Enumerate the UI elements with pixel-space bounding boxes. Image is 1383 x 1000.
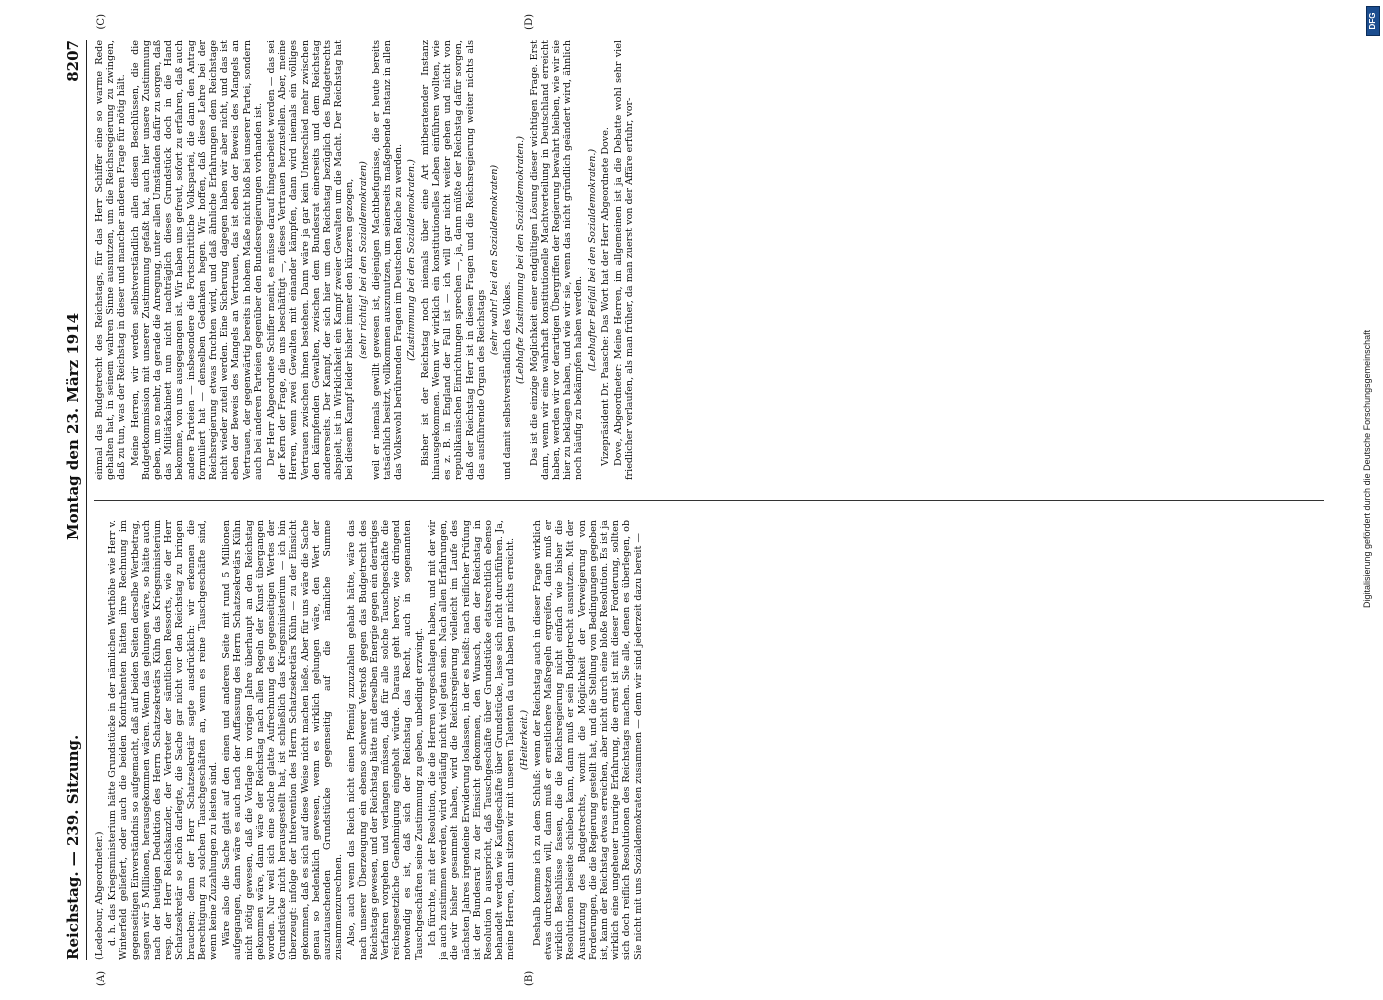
paragraph: Also, auch wenn das Reich nicht einen Pfennig zuzuzahlen gehabt hätte, wäre das nach unserer Überzeugung ein ebenso schwerer Verstoß gegen das Budgetrecht des Reichstags gewesen, und der Reichstag hätte mit derselben Energie gegen ein derartiges Verfahren vorgehen und verlangen müssen, daß für alle solche Tauschgeschäfte die reichsgesetzliche Genehmigung eingeholt würde. Daraus geht hervor, wie dringend notwendig es ist, daß sich der Reichstag das Recht, auch in sogenannten Tauschgeschäften seine Zustimmung zu geben, unbedingt erzwingt. [346,520,425,960]
page-header [60,40,87,960]
interjection: (sehr richtig! bei den Sozialdemokraten) [357,161,369,359]
paragraph: Dove, Abgeordneter: Meine Herren, im allgemeinen ist ja die Debatte wohl sehr viel friedlicher verlaufen, als man früher, da man zuerst von der Affäre erfuhr, vor- [612,40,636,480]
interjection: (Lebhafte Zustimmung bei den Sozialdemokraten.) [515,136,527,384]
header-left: Reichstag. — 239. Sitzung. [64,734,82,960]
dfg-logo-text: DFG [1368,12,1377,30]
column-divider [94,500,1324,501]
funding-note-text: Digitalisierung gefördert durch die Deutsche Forschungsgemeinschaft [1362,329,1372,608]
margin-marker-d: (D) [524,14,535,30]
paragraph: Der Herr Abgeordnete Schiffer meint, es müsse darauf hingearbeitet werden — das sei der Kern der Frage, die uns beschäftigt —, dieses Vertrauen herzustellen. Aber, meine Herren, wenn zwei Gewalten mit einander kämpfen, dann wird niemals ein völliges Vertrauen zwischen ihnen bestehen. Dann wäre ja gar kein Unterschied mehr zwischen den kämpfenden Gewalten, zwischen dem Bundesrat einerseits und dem Reichstag andererseits. Der Kampf, der sich hier um den Reichstag bezüglich des Budgetrechts abspielt, ist in Wirklichkeit ein Kampf zweier Gewalten um die Macht. Der Reichstag hat bei diesem Kampf leider bisher immer den kürzeren gezogen, [266,40,356,480]
paragraph: Vizepräsident Dr. Paasche: Das Wort hat der Herr Abgeordnete Dove. [599,127,611,466]
paragraph: Meine Herren, wir werden selbstverständlich allen diesen Beschlüssen, die die Budgetkommission mit unserer Zustimmung gefaßt hat, auch hier unsere Zustimmung geben, um so mehr, da gerade die Anregung, unter allen Umständen dafür zu sorgen, daß das Militärkabinett nun nicht nachträglich dieses Grundstück doch in die Hand bekomme, von uns ausgegangen ist. Wir haben uns gefreut, sofort zu erfahren, daß auch andere Parteien — insbesondere die Fortschrittliche Volkspartei, die dann den Antrag formuliert hat — denselben Gedanken hegen. Wir hoffen, daß diese Lehre bei der Reichsregierung etwas fruchten wird, und daß ähnliche Erfahrungen dem Reichstage nicht wieder zuteil werden. Eine Sicherung dagegen haben wir aber nicht, und das ist eben der Beweis des Mangels an Vertrauen, das ist eben der Beweis des Mangels an Vertrauen, der gegenwärtig bereits in hohem Maße nicht bloß bei unserer Partei, sondern auch bei anderen Parteien gegenüber den Bundesregierungen vorhanden ist. [129,40,264,480]
paragraph: Bisher ist der Reichstag noch niemals über eine Art mitberatender Instanz hinausgekommen. Wenn wir wirklich ein konstitutionelles Leben einführen wollten, wie es z. B. in England der Fall ist — ich will gar nicht weiter gehen und nicht von republikanischen Einrichtungen sprechen —, ja, dann müßte der Reichstag dafür sorgen, daß der Reichstag Herr ist in diesen Fragen und die Reichsregierung weiter nichts als das ausführende Organ des Reichstags [419,40,487,480]
page-number: 8207 [64,40,82,82]
interjection: (Zustimmung bei den Sozialdemokraten.) [406,159,418,361]
paragraph: Das ist die einzige Möglichkeit einer endgültigen Lösung dieser wichtigen Frage. Erst dann, wenn wir eine wahrhaft konstitutionelle Machtverteilung in Deutschland erreicht haben, werden wir vor derartigen Übergriffen der Regierung bewahrt bleiben, wie wir sie hier zu beklagen haben, und wie wir sie, wenn das nicht gründlich geändert wird, ähnlich noch häufig zu bekämpfen haben werden. [528,40,585,480]
interjection: (Lebhafter Beifall bei den Sozialdemokraten.) [586,148,598,372]
paragraph: und damit selbstverständlich des Volkes. [502,281,514,480]
speaker-heading: (Ledebour, Abgeordneter.) [94,831,105,960]
page-inner [60,14,1330,986]
left-column [94,520,1324,960]
funding-note [1362,8,1378,608]
paragraph: einmal das Budgetrecht des Reichstags, für das Herr Schiffer eine so warme Rede gehalten hat, in seinem wahren Sinne ausnutzen, um die Reichsregierung zu zwingen, daß zu tun, was der Reichstag in dieser und mancher anderen Frage für nötig hält. [94,40,128,480]
paragraph: Ich fürchte, mit der Resolution, die die Herren vorgeschlagen haben, und mit der wir ja auch zustimmen werden, wird vorläufig nicht viel getan sein. Nach allen Erfahrungen, die wir bisher gesammelt haben, wird die Reichsregierung vielleicht im Laufe des nächsten Jahres irgendeine Erwiderung loslassen, in der es heißt: nach reiflicher Prüfung ist der Bundesrat zu der Einsicht gekommen, den Wunsch, den der Reichstag in Resolution b ausspricht, daß Tauschgeschäfte über Grundstücke etatsrechtlich ebenso behandelt werden wie Kaufgeschäfte über Grundstücke, lasse sich nicht durchführen. Ja, meine Herren, dann sitzen wir mit unseren Talenten da und haben gar nichts erreicht. [426,520,517,960]
margin-marker-b: (B) [524,970,535,986]
interjection: (sehr wahr! bei den Sozialdemokraten) [488,164,500,356]
right-column [94,40,1324,480]
margin-marker-c: (C) [96,14,107,30]
text-columns [94,14,1324,986]
paragraph: weil er niemals gewillt gewesen ist, diejenigen Machtbefugnisse, die er heute bereits tatsächlich besitzt, vollkommen auszunutzen, um seinerseits maßgebende Instanz in allen das Volkswohl berührenden Fragen im Deutschen Reiche zu werden. [370,40,405,480]
interjection: (Heiterkeit.) [518,709,530,771]
margin-marker-a: (A) [96,970,107,986]
paragraph: Wäre also die Sache glatt auf den einen und anderen Seite mit rund 5 Millionen aufgegangen, dann wäre es auch nach der Auffassung des Herrn Schatzsekretärs Kühn nicht nötig gewesen, daß die Vorlage im vorigen Jahre überhaupt an den Reichstag gekommen wäre, dann wäre der Reichstag nach allen Regeln der Kunst übergangen worden. Nur weil sich eine solche glatte Aufrechnung des gegenseitigen Wertes der Grundstücke nicht herausgestellt hat, ist schließlich das Kriegsministerium — ich bin überzeugt: infolge der Intervention des Herrn Schatzsekretärs Kühn — zu der Einsicht gekommen, daß es sich auf diese Weise nicht machen ließe. Aber für uns wäre die Sache genau so bedenklich gewesen, wenn es wirklich gelungen wäre, den Wert der auszutauschenden Grundstücke gegenseitig auf die nämliche Summe zusammenzurechnen. [221,520,345,960]
header-date: Montag den 23. März 1914 [64,312,82,540]
paragraph: d. h. das Kriegsministerium hätte Grundstücke in der nämlichen Werthöhe wie Herr v. Winterfeld geliefert, oder auch die beiden Kontrahenten hätten ihre Rechnung im gegenseitigen Einverständnis so aufgemacht, daß auf beiden Seiten derselbe Wertbetrag, sagen wir 5 Millionen, herausgekommen wären. Wenn das gelungen wäre, so hätte auch nach der heutigen Deduktion des Herrn Schatzsekretärs Kühn das Kriegsministerium resp. der Herr Reichskanzler, der Vertreter der sämtlichen Ressorts, wie der Herr Schatzsekretär so schön darlegte, die Sache gar nicht vor den Reichstag zu bringen brauchen; denn der Herr Schatzsekretär sagte ausdrücklich: wir erkennen die Berechtigung zu solchen Tauschgeschäften an, wenn es reine Tauschgeschäfte sind, wenn keine Zuzahlungen zu leisten sind. [107,520,220,960]
paragraph: Deshalb komme ich zu dem Schluß: wenn der Reichstag auch in dieser Frage wirklich etwas durchsetzen will, dann muß er ernstlichere Maßregeln ergreifen, dann muß er wirklich Beschlüsse fassen, die die Reichsregierung nicht einfach wie bisher die Resolutionen beiseite schieben kann, dann muß er sein Budgetrecht ausnutzen. Mit der Ausnutzung des Budgetrechts, womit die Möglichkeit der Verweigerung von Forderungen, die die Regierung gestellt hat, und die Stellung von Bedingungen gegeben ist, kann der Reichstag etwas erreichen, aber nicht durch eine bloße Resolution. Es ist ja wirklich eine ungeheuer traurige Erfahrung, die ernst ist mit dieser Forderung, sollten sich doch reiflich Resolutionen des Reichstags machen. Sie alle, denen es überlegen, ob Sie nicht mit uns Sozialdemokraten zusammen — denn wir sind jederzeit dazu bereit — [531,520,644,960]
